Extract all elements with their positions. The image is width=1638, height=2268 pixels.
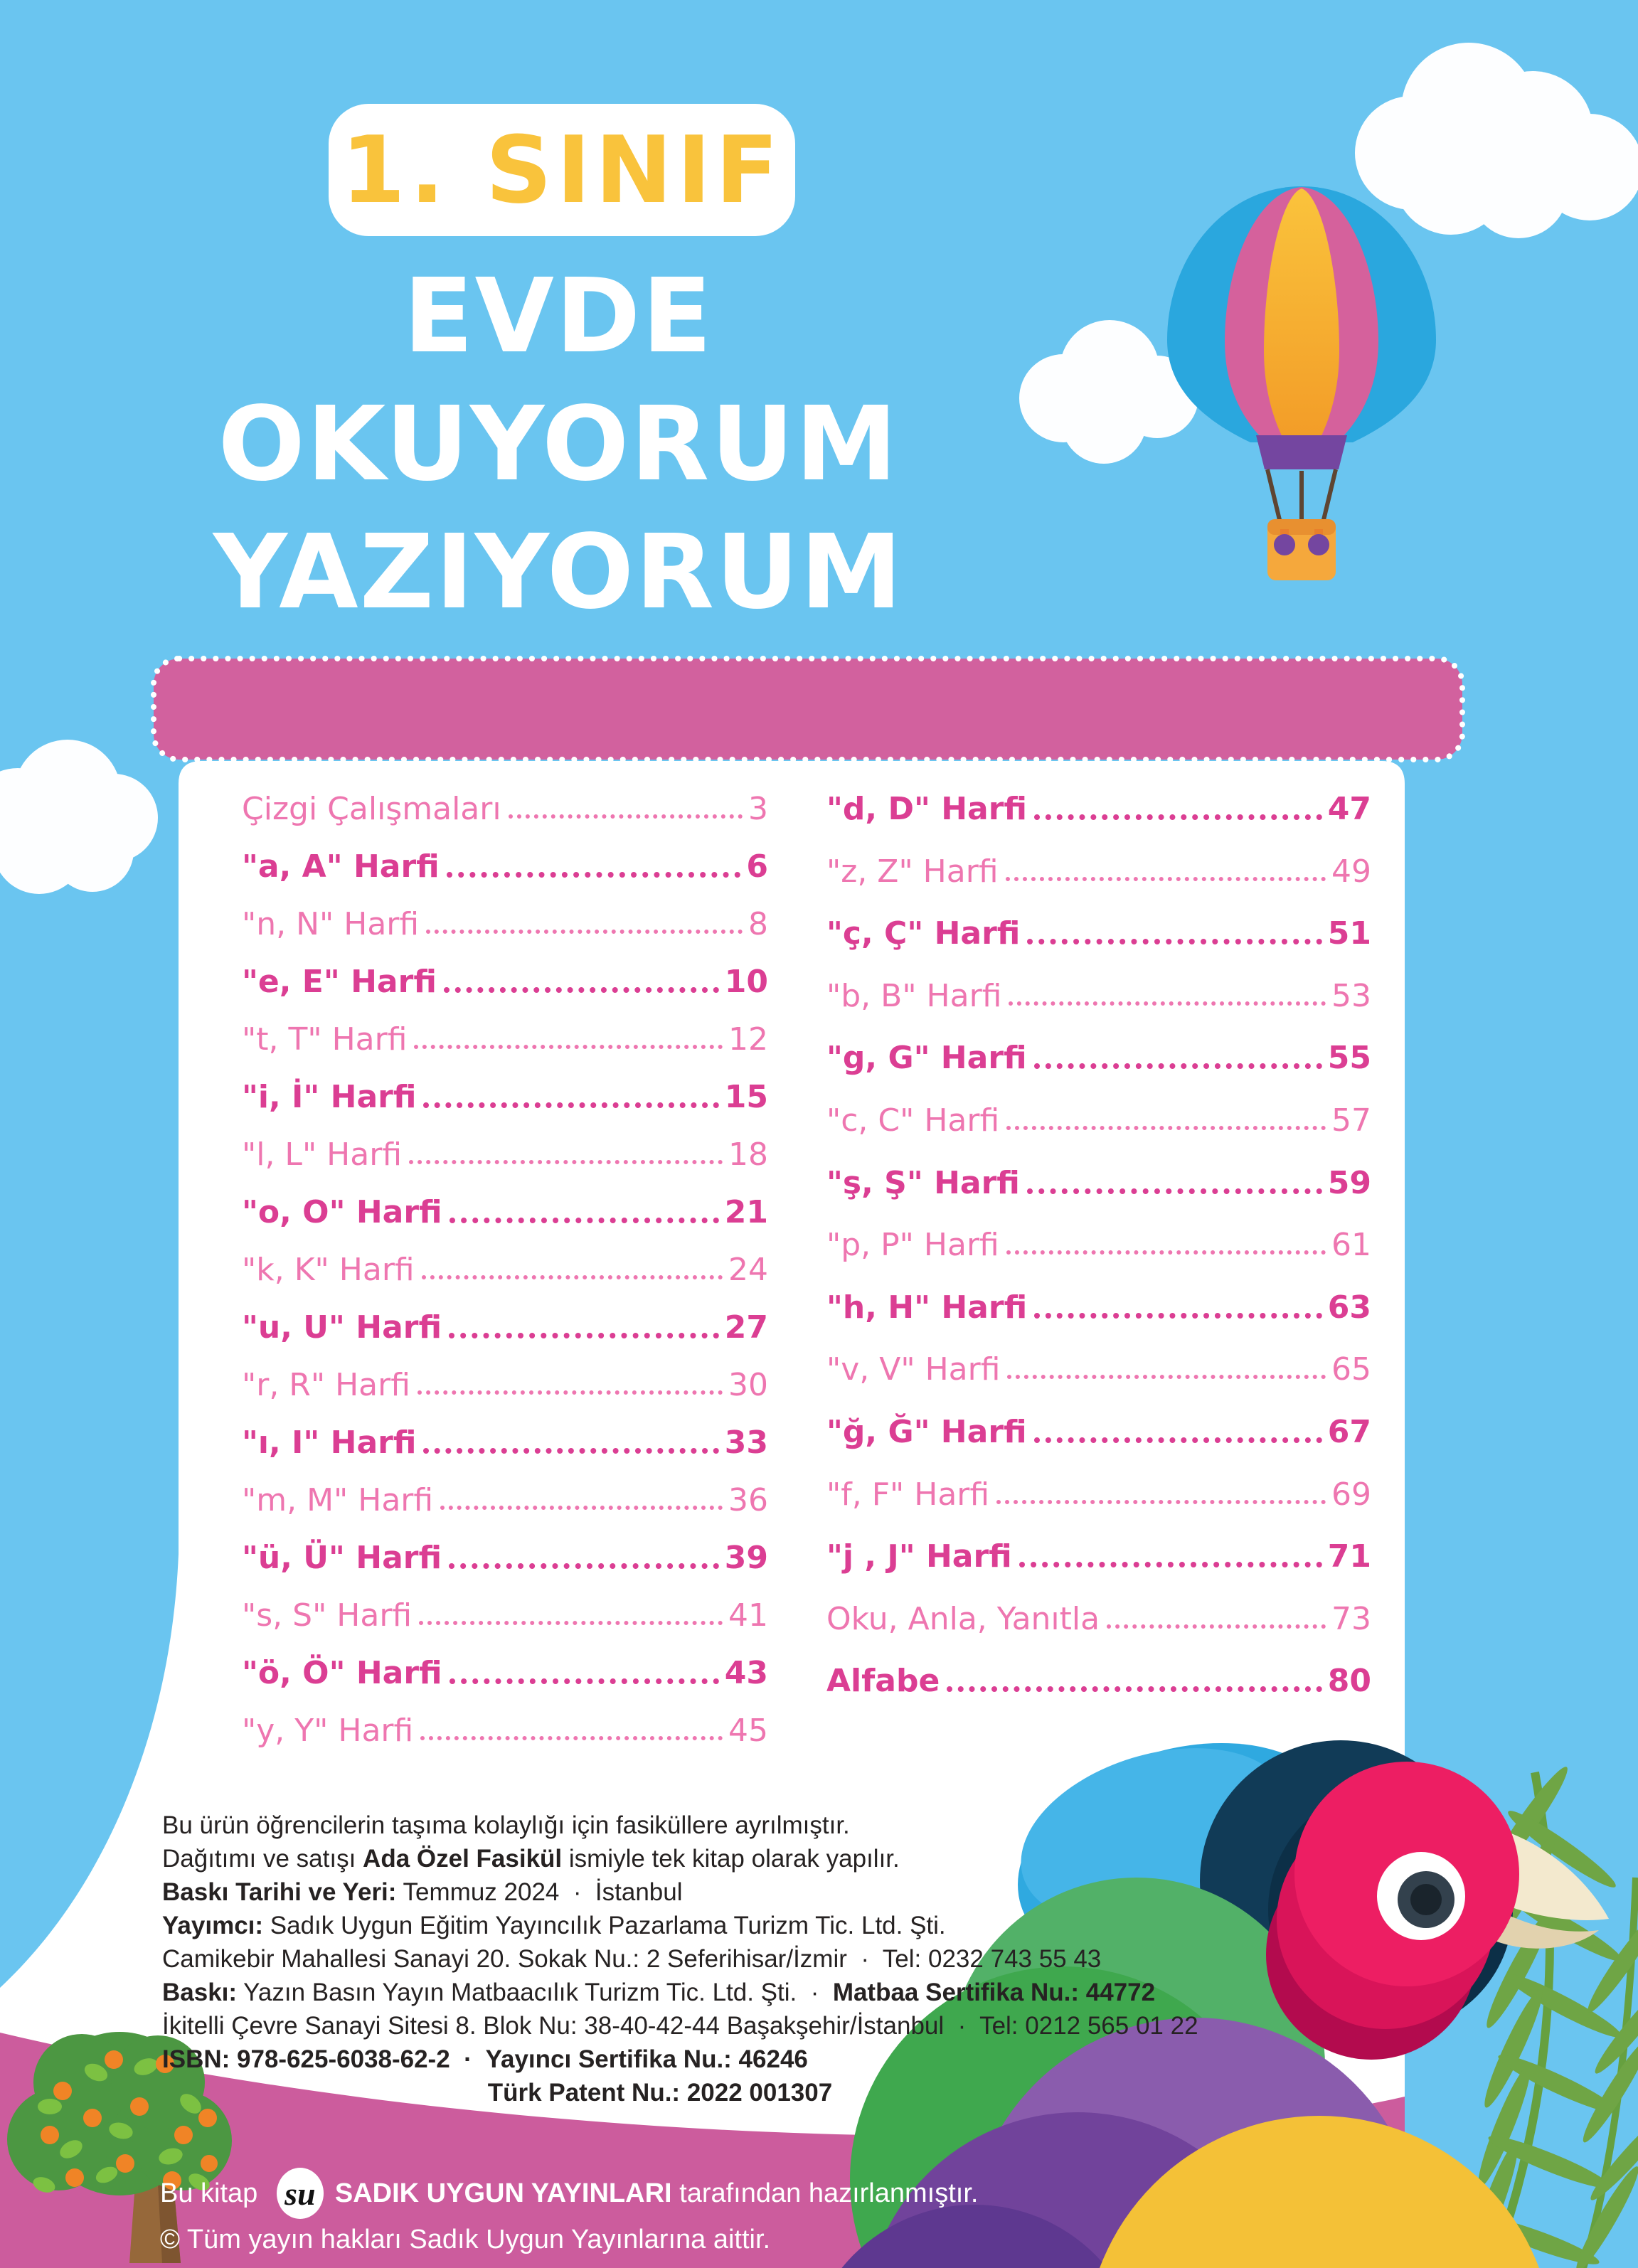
toc-row — [826, 1033, 1371, 1077]
publisher-info-line — [162, 1809, 1386, 1842]
toc-entry-label: "k, K" Harfi — [242, 1252, 415, 1288]
publisher-info-line — [162, 2009, 1386, 2043]
toc-entry-label: "h, H" Harfi — [826, 1289, 1028, 1326]
book-title-line1: EVDE — [403, 256, 713, 376]
toc-page-number: 15 — [724, 1079, 768, 1115]
toc-entry-label: "y, Y" Harfi — [242, 1713, 414, 1749]
toc-entry-label: "v, V" Harfi — [826, 1351, 1001, 1388]
toc-dot-leader — [509, 814, 743, 819]
toc-dot-leader — [450, 1678, 719, 1684]
toc-row — [242, 1417, 768, 1459]
toc-entry-label: "c, C" Harfi — [826, 1102, 1000, 1139]
publisher-info-line — [162, 2043, 1386, 2076]
toc-page-number: 67 — [1327, 1414, 1371, 1450]
cloud-icon — [0, 740, 158, 894]
toc-entry-label: "a, A" Harfi — [242, 848, 440, 885]
toc-dot-leader — [1107, 1624, 1326, 1629]
toc-row — [826, 784, 1371, 825]
cloud-icon — [1355, 43, 1638, 238]
toc-dot-leader — [947, 1686, 1321, 1692]
publisher-info-segment: Temmuz 2024 · İstanbul — [396, 1878, 683, 1906]
toc-entry-label: "n, N" Harfi — [242, 906, 420, 942]
toc-entry-label: "s, S" Harfi — [242, 1597, 413, 1634]
toc-dot-leader — [420, 1736, 723, 1740]
publisher-info-segment: Dağıtımı ve satışı — [162, 1845, 363, 1873]
toc-dot-leader — [1034, 814, 1322, 820]
publisher-info-segment: İkitelli Çevre Sanayi Sitesi 8. Blok Nu: 38-40-42-44 Başakşehir/İstanbul · Tel: 0212 565 01 22 — [162, 2012, 1198, 2040]
toc-dot-leader — [1034, 1437, 1322, 1443]
toc-entry-label: "z, Z" Harfi — [826, 853, 999, 890]
toc-page-number: 3 — [748, 791, 768, 827]
toc-entry-label: Oku, Anla, Yanıtla — [826, 1600, 1100, 1637]
footer-suffix: tarafından hazırlanmıştır. — [671, 2178, 979, 2208]
toc-entry-label: "p, P" Harfi — [826, 1227, 999, 1264]
toc-page-number: 18 — [728, 1136, 768, 1173]
footer-prefix: Bu kitap — [160, 2178, 265, 2208]
toc-row — [826, 1407, 1371, 1448]
toc-entry-label: Alfabe — [826, 1663, 940, 1700]
toc-entry-label: "i, İ" Harfi — [242, 1079, 417, 1115]
publisher-brand-name: SADIK UYGUN YAYINLARI — [334, 2178, 672, 2208]
publisher-info-line — [162, 1875, 1386, 1909]
footer-credit-line — [160, 2166, 978, 2220]
toc-entry-label: "u, U" Harfi — [242, 1309, 442, 1346]
toc-row — [826, 1656, 1371, 1700]
toc-entry-label: "m, M" Harfi — [242, 1482, 434, 1518]
publisher-info-line — [162, 1909, 1386, 1942]
publisher-info — [162, 1809, 1386, 2109]
toc-page-number: 41 — [728, 1597, 768, 1634]
toc-row — [242, 841, 768, 883]
publisher-info-segment: Bu ürün öğrencilerin taşıma kolaylığı için fasiküllere ayrılmıştır. — [162, 1811, 850, 1839]
toc-row — [242, 1590, 768, 1634]
toc-page-number: 39 — [724, 1540, 768, 1576]
toc-row — [242, 1648, 768, 1689]
toc-dot-leader — [1034, 1313, 1322, 1319]
toc-page-number: 55 — [1327, 1040, 1371, 1077]
toc-entry-label: "ö, Ö" Harfi — [242, 1655, 442, 1691]
toc-entry-label: "ç, Ç" Harfi — [826, 915, 1021, 952]
toc-dot-leader — [423, 1102, 718, 1108]
toc-dot-leader — [440, 1506, 723, 1510]
publisher-info-segment: Camikebir Mahallesi Sanayi 20. Sokak Nu.: 2 Seferihisar/İzmir · Tel: 0232 743 55 43 — [162, 1945, 1102, 1973]
toc-page-number: 33 — [724, 1425, 768, 1461]
toc-row — [242, 1187, 768, 1228]
toc-dot-leader — [426, 930, 743, 934]
toc-dot-leader — [1006, 877, 1326, 881]
toc-page-number: 12 — [728, 1021, 768, 1058]
toc-page-number: 57 — [1331, 1102, 1371, 1139]
toc-page-number: 51 — [1327, 915, 1371, 952]
toc-page-number: 24 — [728, 1252, 768, 1288]
toc-page-number: 6 — [746, 848, 768, 885]
toc-page-number: 36 — [728, 1482, 768, 1518]
toc-dot-leader — [423, 1448, 718, 1454]
toc-row — [242, 1360, 768, 1401]
toc-row — [826, 1594, 1371, 1635]
toc-row — [242, 1533, 768, 1574]
toc-entry-label: "t, T" Harfi — [242, 1021, 408, 1058]
toc-entry-label: "d, D" Harfi — [826, 791, 1028, 827]
toc-row — [242, 957, 768, 998]
toc-entry-label: "b, B" Harfi — [826, 977, 1002, 1014]
toc-page-number: 47 — [1327, 791, 1371, 827]
publisher-info-line — [162, 2076, 1158, 2109]
toc-row — [826, 1531, 1371, 1575]
toc-row — [242, 784, 768, 825]
toc-row — [242, 1129, 768, 1171]
toc-dot-leader — [1027, 939, 1321, 944]
toc-row — [242, 899, 768, 940]
toc-page-number: 73 — [1331, 1600, 1371, 1637]
toc-dot-leader — [450, 1218, 719, 1223]
toc-dot-leader — [1007, 1375, 1326, 1379]
publisher-info-segment: Sadık Uygun Eğitim Yayıncılık Pazarlama Turizm Tic. Ltd. Şti. — [263, 1912, 946, 1939]
su-logo-text: su — [284, 2175, 316, 2212]
toc-dot-leader — [1006, 1126, 1326, 1130]
book-title-line3: YAZIYORUM — [213, 512, 904, 632]
toc-page-number: 71 — [1327, 1538, 1371, 1575]
toc-row — [826, 1220, 1371, 1264]
grade-badge-label: 1. SINIF — [341, 116, 783, 224]
toc-page-number: 8 — [748, 906, 768, 942]
toc-page-number: 69 — [1331, 1476, 1371, 1513]
toc-row — [826, 1282, 1371, 1324]
toc-dot-leader — [449, 1563, 719, 1569]
toc-row — [826, 846, 1371, 888]
toc-entry-label: "e, E" Harfi — [242, 964, 437, 1000]
toc-entry-label: "g, G" Harfi — [826, 1040, 1027, 1077]
toc-row — [242, 1014, 768, 1058]
publisher-info-segment: Matbaa Sertifika Nu.: 44772 — [832, 1979, 1156, 2006]
toc-entry-label: "j , J" Harfi — [826, 1538, 1012, 1575]
publisher-info-line — [162, 1842, 1386, 1875]
toc-dot-leader — [1027, 1188, 1322, 1194]
toc-dot-leader — [1019, 1562, 1322, 1567]
toc-dot-leader — [419, 1621, 723, 1625]
toc-page-number: 63 — [1327, 1289, 1371, 1326]
copyright-text: © Tüm yayın hakları Sadık Uygun Yayınlarına aittir. — [160, 2225, 771, 2254]
toc-dot-leader — [449, 1333, 719, 1338]
toc-dot-leader — [409, 1160, 723, 1164]
toc-entry-label: "ü, Ü" Harfi — [242, 1540, 442, 1576]
toc-row — [826, 971, 1371, 1012]
toc-entry-label: "l, L" Harfi — [242, 1136, 403, 1173]
toc-dot-leader — [414, 1045, 723, 1049]
toc-dot-leader — [1009, 1001, 1326, 1006]
publisher-info-line — [162, 1976, 1386, 2009]
toc-entry-label: "o, O" Harfi — [242, 1194, 442, 1230]
toc-page-number: 27 — [724, 1309, 768, 1346]
toc-page-number: 21 — [724, 1194, 768, 1230]
toc-page-number: 10 — [724, 964, 768, 1000]
toc-entry-label: "r, R" Harfi — [242, 1367, 410, 1403]
toc-dot-leader — [422, 1275, 723, 1279]
toc-page-number: 53 — [1331, 977, 1371, 1014]
publisher-info-segment: Baskı: — [162, 1979, 238, 2006]
toc-entry-label: "f, F" Harfi — [826, 1476, 990, 1513]
publisher-info-segment: ismiyle tek kitap olarak yapılır. — [562, 1845, 900, 1873]
toc-dot-leader — [447, 872, 741, 878]
publisher-info-segment: Ada Özel Fasikül — [363, 1845, 563, 1873]
toc-row — [242, 1245, 768, 1286]
toc-page-number: 65 — [1331, 1351, 1371, 1388]
toc-page-number: 45 — [728, 1713, 768, 1749]
toc-entry-label: "ı, I" Harfi — [242, 1425, 417, 1461]
toc-row — [242, 1475, 768, 1516]
toc-page-number: 43 — [724, 1655, 768, 1691]
publisher-info-segment: Türk Patent Nu.: 2022 001307 — [487, 2079, 833, 2107]
toc-row — [242, 1302, 768, 1346]
toc-entry-label: "ğ, Ğ" Harfi — [826, 1414, 1027, 1450]
toc-row — [242, 1072, 768, 1113]
toc-row — [826, 1158, 1371, 1199]
toc-dot-leader — [1006, 1250, 1326, 1255]
toc-row — [826, 1095, 1371, 1139]
publisher-info-segment: Baskı Tarihi ve Yeri: — [162, 1878, 397, 1906]
publisher-info-line — [162, 1942, 1386, 1976]
toc-page-number: 61 — [1331, 1227, 1371, 1264]
toc-entry-label: Çizgi Çalışmaları — [242, 791, 501, 827]
toc-page-number: 30 — [728, 1367, 768, 1403]
toc-row — [826, 1469, 1371, 1511]
publisher-info-segment: Yazın Basın Yayın Matbaacılık Turizm Tic. Ltd. Şti. · — [237, 1979, 833, 2006]
book-title-line2: OKUYORUM — [218, 384, 899, 504]
toc-row — [826, 908, 1371, 952]
toc-dot-leader — [418, 1390, 723, 1395]
toc-entry-label: "ş, Ş" Harfi — [826, 1164, 1020, 1201]
su-publisher-logo — [277, 2168, 324, 2219]
publisher-info-segment: ISBN: 978-625-6038-62-2 · Yayıncı Sertifika Nu.: 46246 — [162, 2045, 808, 2073]
toc-row — [826, 1344, 1371, 1388]
toc-page-number: 80 — [1327, 1663, 1371, 1700]
toc-page-number: 49 — [1331, 853, 1371, 890]
toc-dot-leader — [996, 1500, 1326, 1504]
toc-row — [242, 1705, 768, 1747]
publisher-info-segment: Yayımcı: — [162, 1912, 264, 1939]
toc-dot-leader — [1034, 1063, 1322, 1069]
toc-dot-leader — [444, 987, 719, 993]
toc-page-number: 59 — [1327, 1164, 1371, 1201]
